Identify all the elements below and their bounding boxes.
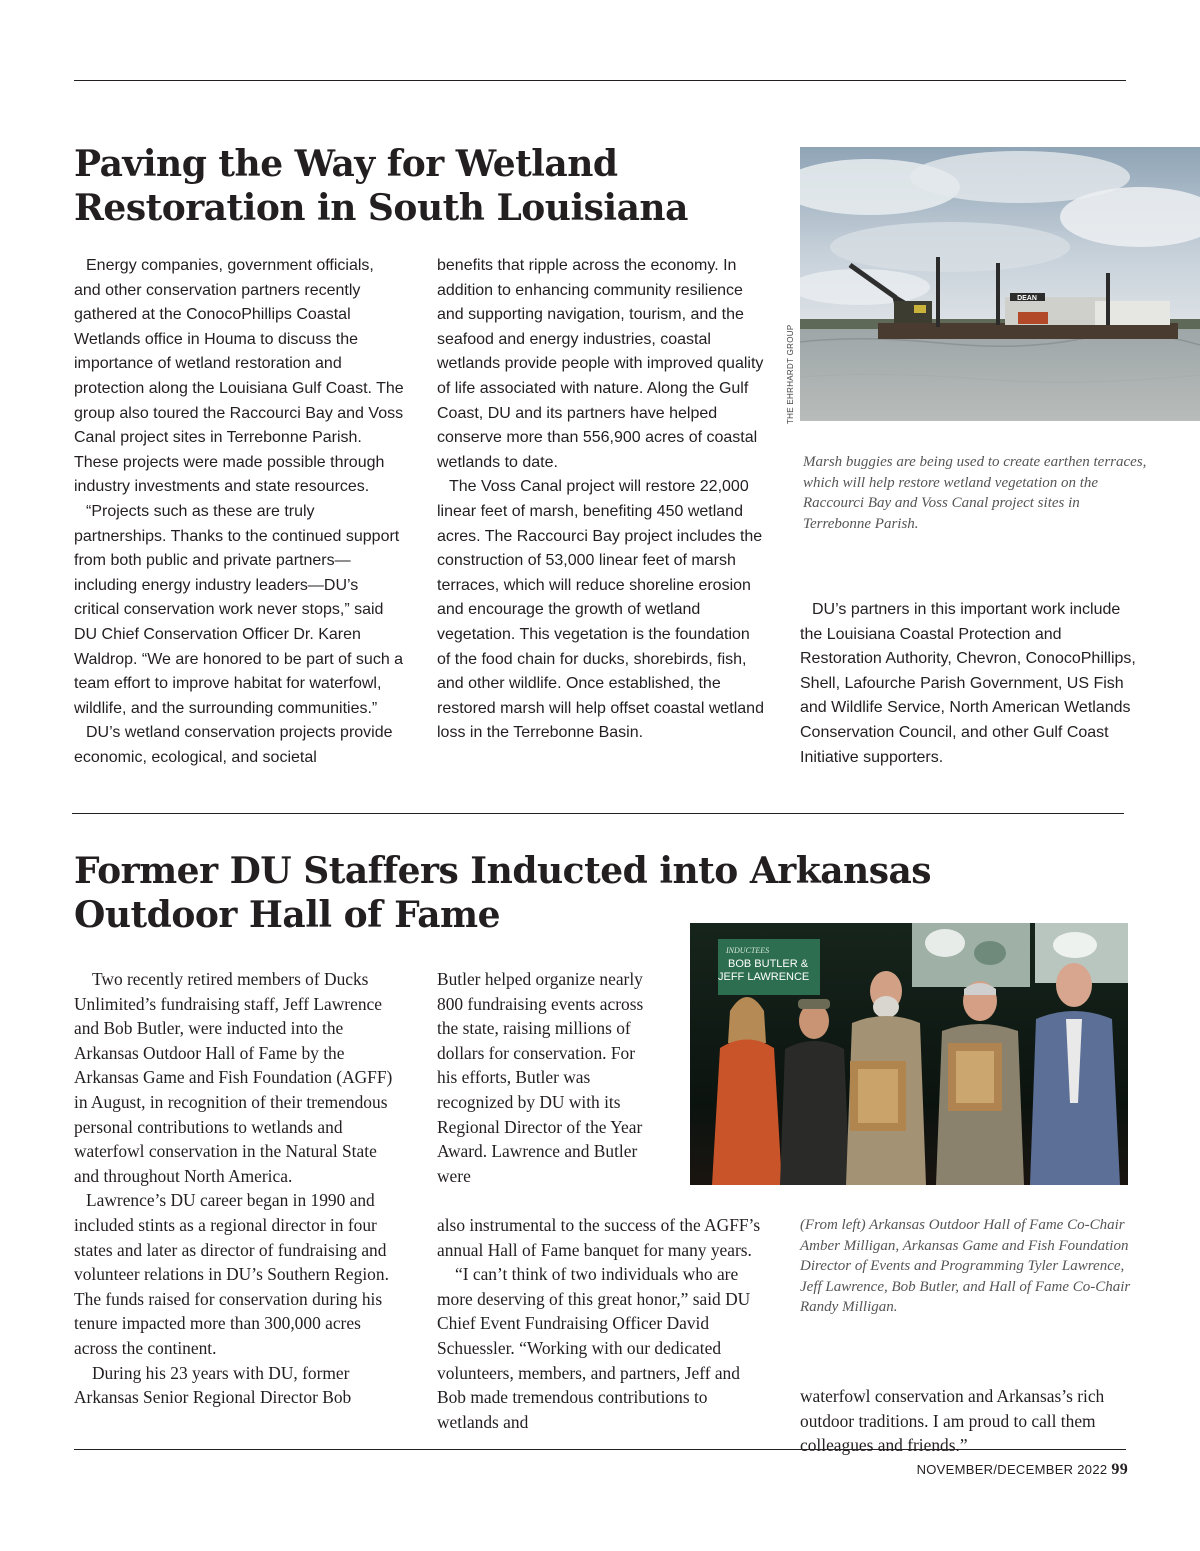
top-rule — [74, 80, 1126, 81]
article1-column-3 — [800, 598, 1140, 770]
section-rule — [72, 813, 1124, 814]
marsh-barge-photo — [800, 147, 1200, 421]
barge-sign-text: DEAN — [1017, 295, 1037, 302]
article2-column-1 — [74, 967, 404, 1410]
article1-column-2 — [437, 254, 767, 746]
article2-column-2 — [437, 1213, 769, 1434]
article2-paragraph: Two recently retired members of Ducks Unlimited’s fundraising staff, Jeff Lawrence and Bob Butler, were inducted into the Arkansas Outdoor Hall of Fame by the Arkansas Game and Fish Foundation (AGFF) in August, in recognition of their tremendous personal contributions to wetlands and waterfowl conservation in the Natural State and throughout North America. — [74, 969, 393, 1186]
article1-paragraph: “Projects such as these are truly partnerships. Thanks to the continued support from both public and private partners—including energy industry leaders—DU’s critical conservation work never stops,” said DU Chief Conservation Officer Dr. Karen Waldrop. “We are honored to be part of such a team effort to improve habitat for waterfowl, wildlife, and the surrounding communities.” — [74, 502, 404, 717]
article2-headline-line1: Former DU Staffers Inducted into Arkansas — [74, 850, 932, 892]
article1-column-1 — [74, 254, 404, 770]
article2-headline-line2: Outdoor Hall of Fame — [74, 894, 501, 936]
article2-paragraph: Lawrence’s DU career began in 1990 and included stints as a regional director in four states and later as director of fundraising and volunteer relations in DU’s Southern Region. The funds raised for conservation during his tenure impacted more than 300,000 acres across the continent. — [74, 1190, 389, 1358]
article1-headline — [74, 142, 688, 230]
article1-paragraph: The Voss Canal project will restore 22,000 linear feet of marsh, benefiting 450 wetland acres. The Raccourci Bay project includes the construction of 53,000 linear feet of marsh terraces, which will reduce shoreline erosion and encourage the growth of wetland vegetation. This vegetation is the foundation of the food chain for ducks, shorebirds, fish, and other wildlife. Once established, the restored marsh will help offset coastal wetland loss in the Terrebonne Basin. — [437, 478, 764, 742]
article1-paragraph: DU’s wetland conservation projects provide economic, ecological, and societal — [74, 724, 393, 766]
article2-paragraph: waterfowl conservation and Arkansas’s rich outdoor traditions. I am proud to call them colleagues and friends.” — [800, 1386, 1105, 1456]
article1-paragraph: Energy companies, government officials, and other conservation partners recently gathered at the ConocoPhillips Coastal Wetlands office in Houma to discuss the importance of wetland restoration and protection along the Louisiana Gulf Coast. The group also toured the Raccourci Bay and Voss Canal project sites in Terrebonne Parish. These projects were made possible through industry investments and state resources. — [74, 257, 404, 496]
inductees-sign-label: INDUCTEES — [726, 946, 770, 955]
photo-credit: THE EHRHARDT GROUP — [786, 324, 795, 424]
inductees-sign-line1: BOB BUTLER & — [728, 958, 809, 970]
article2-paragraph: also instrumental to the success of the AGFF’s annual Hall of Fame banquet for many years. — [437, 1215, 761, 1260]
issue-date: NOVEMBER/DECEMBER 2022 — [916, 1462, 1108, 1477]
article2-paragraph: During his 23 years with DU, former Arkansas Senior Regional Director Bob — [74, 1362, 352, 1408]
marsh-photo-caption: Marsh buggies are being used to create earthen terraces, which will help restore wetland vegetation on the Raccourci Bay and Voss Canal project sites in Terrebonne Parish. — [803, 454, 1147, 532]
page-footer — [917, 1461, 1128, 1479]
article1-headline-line2: Restoration in South Louisiana — [74, 187, 688, 229]
article1-paragraph: DU’s partners in this important work include the Louisiana Coastal Protection and Restoration Authority, Chevron, ConocoPhillips, Shell, Lafourche Parish Government, US Fish and Wildlife Service, North American Wetlands Conservation Council, and other Gulf Coast Initiative supporters. — [800, 601, 1136, 766]
article2-paragraph: Butler helped organize nearly 800 fundraising events across the state, raising millions of dollars for conservation. For his efforts, Butler was recognized by DU with its Regional Director of the Year Award. Lawrence and Butler were — [437, 969, 644, 1186]
article2-column-2-narrow — [437, 967, 655, 1188]
bottom-rule — [74, 1449, 1126, 1450]
article1-headline-line1: Paving the Way for Wetland — [74, 143, 618, 185]
page-number: 99 — [1111, 1461, 1128, 1478]
article1-paragraph: benefits that ripple across the economy. In addition to enhancing community resilience and supporting navigation, tourism, and the seafood and energy industries, coastal wetlands provide people with improved quality of life associated with nature. Along the Gulf Coast, DU and its partners have helped conserve more than 556,900 acres of coastal wetlands to date. — [437, 257, 764, 471]
hall-of-fame-photo — [690, 923, 1128, 1185]
inductees-sign-line2: JEFF LAWRENCE — [718, 971, 810, 983]
article2-paragraph: “I can’t think of two individuals who are more deserving of this great honor,” said DU Chief Event Fundraising Officer David Schuessler. “Working with our dedicated volunteers, members, and partners, Jeff and Bob made tremendous contributions to wetlands and — [437, 1264, 751, 1432]
hall-of-fame-caption: (From left) Arkansas Outdoor Hall of Fame Co-Chair Amber Milligan, Arkansas Game and Fish Foundation Director of Events and Programming Tyler Lawrence, Jeff Lawrence, Bob Butler, and Hall of Fame Co-Chair Randy Milligan. — [800, 1217, 1131, 1315]
article2-column-3 — [800, 1384, 1132, 1458]
